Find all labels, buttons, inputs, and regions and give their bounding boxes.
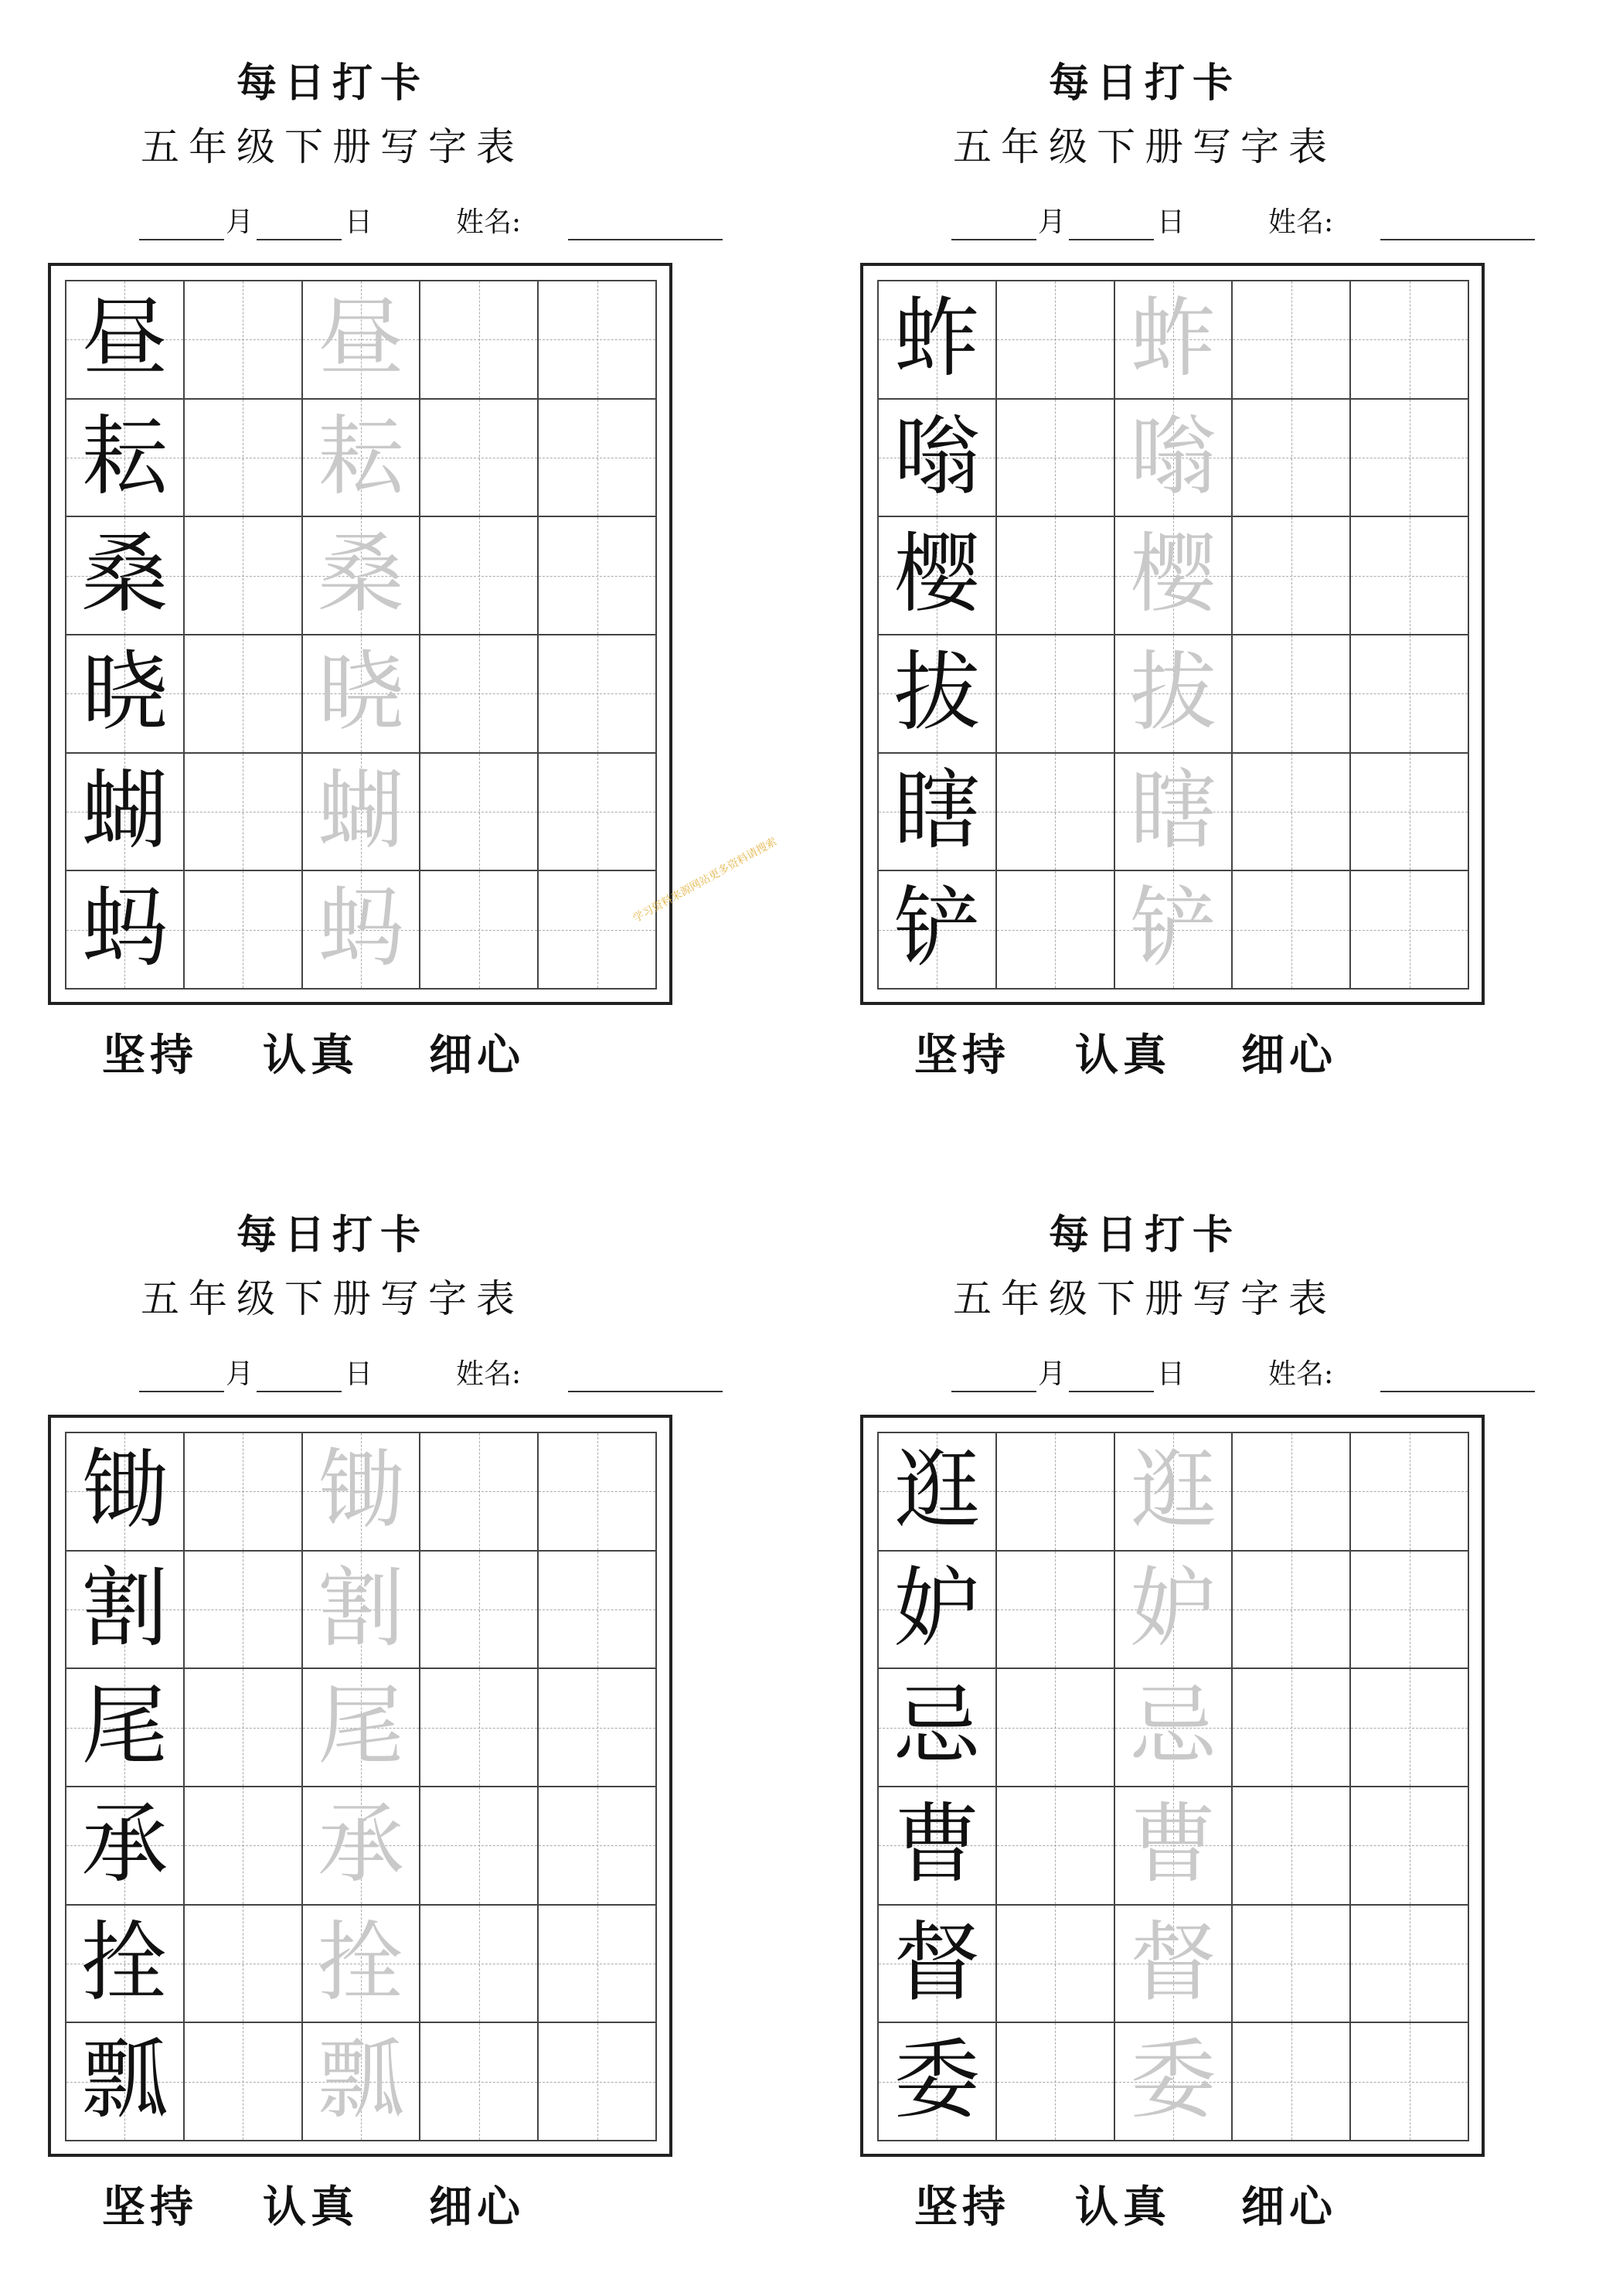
guide-line-horizontal	[1233, 339, 1349, 340]
guide-line-horizontal	[539, 576, 655, 577]
grid-cell[interactable]	[995, 634, 1115, 754]
day-blank[interactable]	[1069, 239, 1154, 240]
motto-word: 坚持	[914, 2182, 1010, 2233]
grid-cell	[65, 516, 185, 635]
grid-cell[interactable]	[1349, 398, 1469, 518]
grid-cell[interactable]	[1231, 1667, 1351, 1787]
guide-line-horizontal	[185, 339, 301, 340]
motto-word: 坚持	[102, 1030, 198, 1081]
grid-cell[interactable]	[183, 1667, 303, 1787]
grid-cell[interactable]	[537, 1786, 657, 1906]
date-name-line	[812, 1357, 1477, 1395]
grid-cell	[877, 280, 997, 400]
model-character: 承	[81, 1794, 168, 1895]
guide-line-horizontal	[185, 930, 301, 931]
grid-cell	[877, 398, 997, 518]
grid-cell	[65, 398, 185, 518]
model-character: 瞎	[893, 760, 981, 861]
model-character: 曹	[893, 1794, 981, 1895]
grid-cell[interactable]	[183, 516, 303, 635]
date-name-line	[0, 205, 665, 244]
writing-grid-frame	[860, 1415, 1485, 2157]
grid-cell[interactable]	[1349, 1904, 1469, 2024]
grid-cell	[65, 280, 185, 400]
motto-word: 认真	[263, 2182, 359, 2233]
grid-cell[interactable]	[995, 1786, 1115, 1906]
day-label: 日	[345, 206, 373, 238]
day-label: 日	[1157, 1358, 1186, 1390]
date-name-line	[0, 1357, 665, 1395]
grid-cell[interactable]	[419, 1904, 539, 2024]
grid-cell[interactable]	[995, 870, 1115, 990]
model-character: 割	[81, 1558, 168, 1659]
name-blank[interactable]	[568, 1391, 723, 1392]
grid-cell[interactable]	[1231, 1550, 1351, 1670]
grid-cell[interactable]	[537, 634, 657, 754]
grid-cell	[1114, 2022, 1233, 2141]
writing-grid	[877, 1432, 1468, 2140]
sheet-subtitle: 五年级下册写字表	[953, 124, 1336, 169]
writing-grid-frame	[48, 263, 672, 1005]
grid-cell[interactable]	[995, 2022, 1115, 2141]
grid-cell[interactable]	[1231, 1904, 1351, 2024]
grid-cell[interactable]	[537, 1550, 657, 1670]
guide-line-horizontal	[420, 1845, 537, 1846]
guide-line-horizontal	[997, 693, 1114, 694]
day-blank[interactable]	[257, 1391, 342, 1392]
guide-line-horizontal	[1233, 693, 1349, 694]
grid-cell[interactable]	[1231, 634, 1351, 754]
grid-cell	[877, 1786, 997, 1906]
grid-cell[interactable]	[183, 1550, 303, 1670]
grid-cell	[301, 752, 421, 872]
grid-cell[interactable]	[1231, 516, 1351, 635]
guide-line-horizontal	[185, 1845, 301, 1846]
grid-cell	[877, 1432, 997, 1552]
guide-line-horizontal	[1233, 930, 1349, 931]
trace-character: 拴	[317, 1912, 404, 2013]
trace-character: 委	[1129, 2030, 1216, 2131]
grid-cell	[877, 634, 997, 754]
grid-cell	[65, 1550, 185, 1670]
guide-line-horizontal	[539, 1728, 655, 1729]
guide-line-horizontal	[1233, 1491, 1349, 1492]
guide-line-horizontal	[997, 2082, 1114, 2083]
month-label: 月	[1038, 1358, 1067, 1390]
trace-character: 桑	[317, 524, 404, 625]
grid-cell[interactable]	[995, 516, 1115, 635]
grid-cell[interactable]	[537, 280, 657, 400]
grid-cell[interactable]	[1349, 1550, 1469, 1670]
guide-line-horizontal	[1351, 1491, 1468, 1492]
grid-cell	[65, 1786, 185, 1906]
guide-line-horizontal	[1351, 576, 1468, 577]
motto-word: 认真	[1075, 1030, 1171, 1081]
guide-line-horizontal	[539, 930, 655, 931]
model-character: 瓢	[81, 2030, 168, 2131]
grid-cell[interactable]	[537, 752, 657, 872]
grid-cell[interactable]	[995, 1904, 1115, 2024]
guide-line-horizontal	[420, 930, 537, 931]
model-character: 蚱	[893, 288, 981, 389]
trace-character: 铲	[1129, 878, 1216, 979]
guide-line-horizontal	[185, 1491, 301, 1492]
sheet-title: 每日打卡	[1048, 1211, 1240, 1259]
grid-cell	[1114, 398, 1233, 518]
month-blank[interactable]	[951, 1391, 1036, 1392]
guide-line-horizontal	[1351, 339, 1468, 340]
trace-character: 蚱	[1129, 288, 1216, 389]
guide-line-horizontal	[1351, 1728, 1468, 1729]
watermark: 学习资料来源网站更多资料请搜索	[631, 835, 779, 925]
model-character: 嗡	[893, 406, 981, 507]
trace-character: 昼	[317, 288, 404, 389]
name-label: 姓名:	[456, 206, 522, 238]
sheet-subtitle: 五年级下册写字表	[141, 124, 524, 169]
grid-cell	[1114, 752, 1233, 872]
trace-character: 承	[317, 1794, 404, 1895]
guide-line-horizontal	[185, 693, 301, 694]
month-label: 月	[226, 206, 254, 238]
model-character: 忌	[893, 1676, 981, 1777]
guide-line-horizontal	[420, 2082, 537, 2083]
grid-cell	[65, 752, 185, 872]
grid-cell[interactable]	[995, 280, 1115, 400]
grid-cell	[65, 634, 185, 754]
guide-line-horizontal	[997, 1491, 1114, 1492]
grid-cell	[301, 1904, 421, 2024]
grid-cell[interactable]	[995, 752, 1115, 872]
grid-cell[interactable]	[1231, 280, 1351, 400]
grid-cell[interactable]	[537, 398, 657, 518]
trace-character: 蚂	[317, 878, 404, 979]
name-label: 姓名:	[456, 1358, 522, 1390]
trace-character: 蝴	[317, 760, 404, 861]
writing-grid-frame	[48, 1415, 672, 2157]
grid-cell[interactable]	[419, 634, 539, 754]
motto	[812, 2180, 1477, 2234]
name-blank[interactable]	[1380, 1391, 1535, 1392]
guide-line-horizontal	[539, 1845, 655, 1846]
date-name-line	[812, 205, 1477, 244]
trace-character: 妒	[1129, 1558, 1216, 1659]
grid-cell	[1114, 516, 1233, 635]
guide-line-horizontal	[997, 576, 1114, 577]
motto	[0, 1028, 665, 1082]
grid-cell	[1114, 1667, 1233, 1787]
grid-cell[interactable]	[537, 1904, 657, 2024]
grid-cell[interactable]	[995, 1667, 1115, 1787]
trace-character: 逛	[1129, 1440, 1216, 1541]
grid-cell[interactable]	[995, 1550, 1115, 1670]
model-character: 尾	[81, 1676, 168, 1777]
grid-cell	[1114, 1432, 1233, 1552]
grid-cell[interactable]	[1231, 398, 1351, 518]
grid-cell	[301, 280, 421, 400]
model-character: 锄	[81, 1440, 168, 1541]
grid-cell[interactable]	[1349, 516, 1469, 635]
motto-word: 细心	[1241, 2182, 1337, 2233]
grid-cell	[301, 1786, 421, 1906]
day-label: 日	[345, 1358, 373, 1390]
grid-cell[interactable]	[995, 1432, 1115, 1552]
grid-cell	[877, 870, 997, 990]
grid-cell	[301, 398, 421, 518]
writing-grid	[65, 280, 655, 988]
sheet-title: 每日打卡	[236, 1211, 428, 1259]
grid-cell	[1114, 1550, 1233, 1670]
grid-cell[interactable]	[419, 870, 539, 990]
sheet-title: 每日打卡	[236, 60, 428, 107]
grid-cell	[877, 1550, 997, 1670]
grid-cell[interactable]	[537, 1667, 657, 1787]
grid-cell[interactable]	[537, 1432, 657, 1552]
guide-line-horizontal	[420, 576, 537, 577]
trace-character: 瞎	[1129, 760, 1216, 861]
name-label: 姓名:	[1268, 1358, 1334, 1390]
grid-cell	[1114, 870, 1233, 990]
guide-line-horizontal	[1351, 1845, 1468, 1846]
month-blank[interactable]	[951, 239, 1036, 240]
motto	[0, 2180, 665, 2234]
grid-cell	[301, 634, 421, 754]
guide-line-horizontal	[185, 576, 301, 577]
guide-line-horizontal	[1233, 1845, 1349, 1846]
grid-cell[interactable]	[1231, 870, 1351, 990]
motto	[812, 1028, 1477, 1082]
grid-cell[interactable]	[995, 398, 1115, 518]
grid-cell[interactable]	[419, 1667, 539, 1787]
trace-character: 割	[317, 1558, 404, 1659]
grid-cell[interactable]	[183, 398, 303, 518]
practice-sheet	[812, 1152, 1477, 2265]
guide-line-horizontal	[185, 1728, 301, 1729]
grid-cell[interactable]	[537, 2022, 657, 2141]
guide-line-horizontal	[1351, 693, 1468, 694]
model-character: 委	[893, 2030, 981, 2131]
grid-cell[interactable]	[1349, 634, 1469, 754]
sheet-title: 每日打卡	[1048, 60, 1240, 107]
motto-word: 坚持	[914, 1030, 1010, 1081]
practice-sheet	[812, 0, 1477, 1113]
grid-cell[interactable]	[1231, 1786, 1351, 1906]
guide-line-horizontal	[1233, 1728, 1349, 1729]
grid-cell	[301, 2022, 421, 2141]
grid-cell[interactable]	[419, 516, 539, 635]
guide-line-horizontal	[420, 339, 537, 340]
practice-sheet	[0, 0, 665, 1113]
guide-line-horizontal	[185, 2082, 301, 2083]
month-label: 月	[226, 1358, 254, 1390]
grid-cell	[877, 752, 997, 872]
motto-word: 细心	[429, 2182, 525, 2233]
guide-line-horizontal	[997, 1728, 1114, 1729]
month-blank[interactable]	[139, 239, 224, 240]
guide-line-horizontal	[997, 339, 1114, 340]
model-character: 桑	[81, 524, 168, 625]
grid-cell	[301, 516, 421, 635]
model-character: 蚂	[81, 878, 168, 979]
trace-character: 锄	[317, 1440, 404, 1541]
grid-cell[interactable]	[1349, 2022, 1469, 2141]
grid-cell[interactable]	[183, 280, 303, 400]
guide-line-horizontal	[1233, 2082, 1349, 2083]
guide-line-horizontal	[539, 693, 655, 694]
grid-cell[interactable]	[1349, 280, 1469, 400]
grid-cell	[1114, 280, 1233, 400]
grid-cell[interactable]	[1349, 870, 1469, 990]
grid-cell[interactable]	[1349, 1667, 1469, 1787]
month-label: 月	[1038, 206, 1067, 238]
guide-line-horizontal	[420, 1491, 537, 1492]
grid-cell	[65, 2022, 185, 2141]
day-blank[interactable]	[257, 239, 342, 240]
grid-cell	[301, 1667, 421, 1787]
guide-line-horizontal	[420, 693, 537, 694]
sheet-subtitle: 五年级下册写字表	[953, 1276, 1336, 1321]
trace-character: 晓	[317, 642, 404, 743]
grid-cell[interactable]	[183, 870, 303, 990]
model-character: 逛	[893, 1440, 981, 1541]
grid-cell[interactable]	[419, 398, 539, 518]
writing-grid-frame	[860, 263, 1485, 1005]
grid-cell[interactable]	[183, 634, 303, 754]
grid-cell[interactable]	[419, 1432, 539, 1552]
grid-cell[interactable]	[1349, 752, 1469, 872]
trace-character: 曹	[1129, 1794, 1216, 1895]
grid-cell[interactable]	[419, 2022, 539, 2141]
grid-cell[interactable]	[183, 752, 303, 872]
grid-cell[interactable]	[1231, 2022, 1351, 2141]
trace-character: 忌	[1129, 1676, 1216, 1777]
grid-cell	[65, 1667, 185, 1787]
guide-line-horizontal	[997, 1845, 1114, 1846]
motto-word: 坚持	[102, 2182, 198, 2233]
grid-cell[interactable]	[537, 870, 657, 990]
grid-cell[interactable]	[1349, 1786, 1469, 1906]
trace-character: 尾	[317, 1676, 404, 1777]
trace-character: 拔	[1129, 642, 1216, 743]
practice-sheet	[0, 1152, 665, 2265]
guide-line-horizontal	[539, 339, 655, 340]
writing-grid	[877, 280, 1468, 988]
grid-cell[interactable]	[419, 1786, 539, 1906]
grid-cell	[1114, 634, 1233, 754]
guide-line-horizontal	[997, 930, 1114, 931]
grid-cell	[301, 1550, 421, 1670]
trace-character: 耘	[317, 406, 404, 507]
grid-cell	[877, 1904, 997, 2024]
sheet-subtitle: 五年级下册写字表	[141, 1276, 524, 1321]
motto-word: 细心	[429, 1030, 525, 1081]
grid-cell[interactable]	[183, 1786, 303, 1906]
grid-cell	[65, 1432, 185, 1552]
trace-character: 瓢	[317, 2030, 404, 2131]
guide-line-horizontal	[1351, 930, 1468, 931]
grid-cell[interactable]	[419, 752, 539, 872]
grid-cell[interactable]	[419, 1550, 539, 1670]
model-character: 拴	[81, 1912, 168, 2013]
trace-character: 嗡	[1129, 406, 1216, 507]
day-label: 日	[1157, 206, 1186, 238]
grid-cell[interactable]	[419, 280, 539, 400]
name-label: 姓名:	[1268, 206, 1334, 238]
model-character: 昼	[81, 288, 168, 389]
grid-cell	[301, 1432, 421, 1552]
trace-character: 督	[1129, 1912, 1216, 2013]
guide-line-horizontal	[539, 2082, 655, 2083]
grid-cell	[877, 516, 997, 635]
model-character: 耘	[81, 406, 168, 507]
month-blank[interactable]	[139, 1391, 224, 1392]
model-character: 樱	[893, 524, 981, 625]
writing-grid	[65, 1432, 655, 2140]
guide-line-horizontal	[420, 1728, 537, 1729]
motto-word: 认真	[263, 1030, 359, 1081]
grid-cell[interactable]	[1231, 1432, 1351, 1552]
grid-cell	[301, 870, 421, 990]
model-character: 拔	[893, 642, 981, 743]
grid-cell[interactable]	[1231, 752, 1351, 872]
grid-cell	[877, 1667, 997, 1787]
guide-line-horizontal	[1351, 2082, 1468, 2083]
guide-line-horizontal	[539, 1491, 655, 1492]
day-blank[interactable]	[1069, 1391, 1154, 1392]
motto-word: 细心	[1241, 1030, 1337, 1081]
grid-cell	[1114, 1904, 1233, 2024]
trace-character: 樱	[1129, 524, 1216, 625]
grid-cell	[877, 2022, 997, 2141]
grid-cell	[1114, 1786, 1233, 1906]
model-character: 蝴	[81, 760, 168, 861]
grid-cell[interactable]	[537, 516, 657, 635]
grid-cell	[65, 870, 185, 990]
guide-line-horizontal	[1233, 576, 1349, 577]
motto-word: 认真	[1075, 2182, 1171, 2233]
model-character: 妒	[893, 1558, 981, 1659]
grid-cell[interactable]	[183, 2022, 303, 2141]
name-blank[interactable]	[1380, 239, 1535, 240]
model-character: 晓	[81, 642, 168, 743]
name-blank[interactable]	[568, 239, 723, 240]
grid-cell[interactable]	[183, 1904, 303, 2024]
grid-cell	[65, 1904, 185, 2024]
grid-cell[interactable]	[183, 1432, 303, 1552]
model-character: 督	[893, 1912, 981, 2013]
grid-cell[interactable]	[1349, 1432, 1469, 1552]
model-character: 铲	[893, 878, 981, 979]
